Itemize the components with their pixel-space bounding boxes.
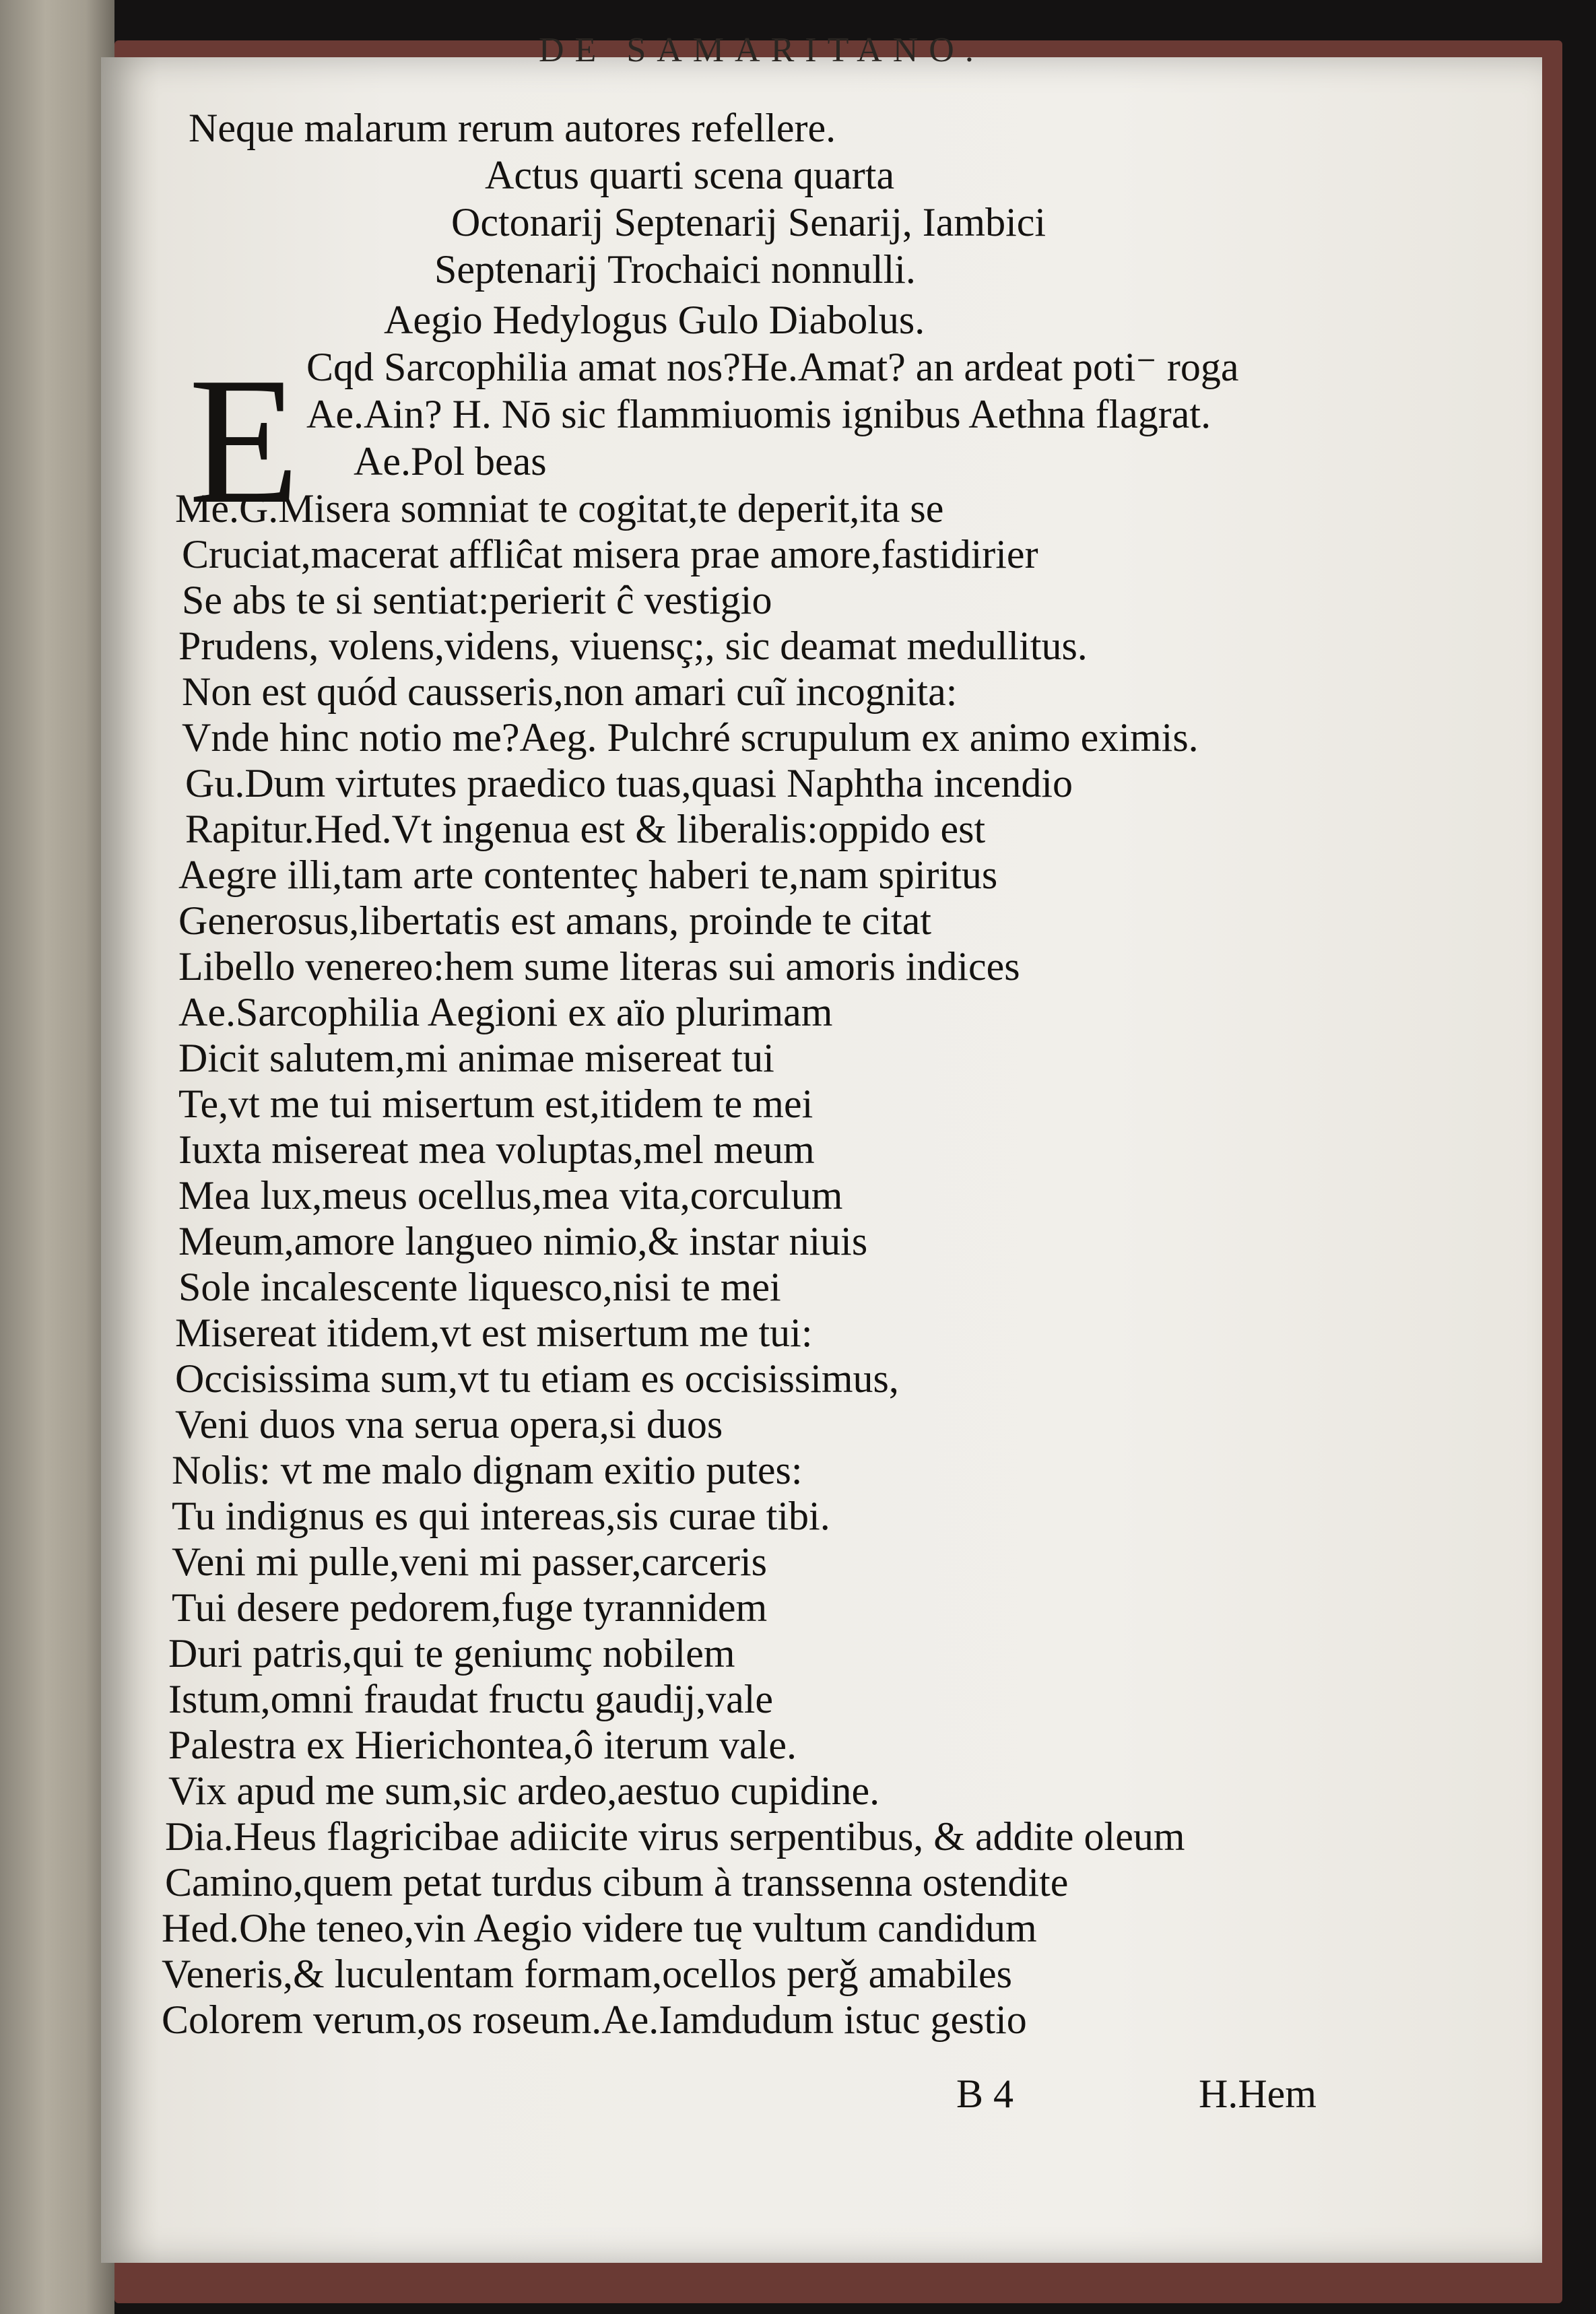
character-list: Aegio Hedylogus Gulo Diabolus. bbox=[384, 298, 925, 342]
text-line: Ae.Pol beas bbox=[354, 439, 547, 484]
text-line: Hed.Ohe teneo,vin Aegio videre tuę vultum candidum bbox=[162, 1906, 1037, 1950]
text-line: Veneris,& luculentam formam,ocellos perǧ amabiles bbox=[162, 1952, 1012, 1996]
text-line: Vnde hinc notio me?Aeg. Pulchré scrupulum ex animo eximis. bbox=[182, 715, 1199, 760]
text-line: Meum,amore langueo nimio,& instar niuis bbox=[178, 1219, 868, 1263]
text-line: Veni duos vna serua opera,si duos bbox=[175, 1402, 723, 1447]
scene-heading: Actus quarti scena quarta bbox=[485, 153, 895, 197]
text-line: Non est quód causseris,non amari cuĩ incognita: bbox=[182, 669, 958, 714]
text-line: Gu.Dum virtutes praedico tuas,quasi Naphtha incendio bbox=[185, 761, 1073, 805]
text-line: Aegre illi,tam arte contenteç haberi te,nam spiritus bbox=[178, 853, 998, 897]
meter-line: Septenarij Trochaici nonnulli. bbox=[434, 247, 916, 292]
text-line: Te,vt me tui misertum est,itidem te mei bbox=[178, 1082, 813, 1126]
text-line: Neque malarum rerum autores refellere. bbox=[189, 106, 836, 150]
text-line: Libello venereo:hem sume literas sui amoris indices bbox=[178, 944, 1020, 989]
text-line: Se abs te si sentiat:perierit ĉ vestigio bbox=[182, 578, 772, 622]
text-line: Prudens, volens,videns, viuensç;, sic deamat medullitus. bbox=[178, 624, 1088, 668]
text-line: Vix apud me sum,sic ardeo,aestuo cupidine. bbox=[168, 1768, 880, 1813]
text-line: Cruciat,macerat affliĉat misera prae amore,fastidirier bbox=[182, 532, 1038, 576]
text-line: Palestra ex Hierichontea,ô iterum vale. bbox=[168, 1723, 797, 1767]
text-line: Duri patris,qui te geniumç nobilem bbox=[168, 1631, 735, 1676]
text-line: Generosus,libertatis est amans, proinde te citat bbox=[178, 898, 931, 943]
text-line: Veni mi pulle,veni mi passer,carceris bbox=[172, 1540, 767, 1584]
text-line: Me.G.Misera somniat te cogitat,te deperit,ita se bbox=[175, 486, 944, 531]
decorated-initial: E bbox=[189, 340, 300, 541]
book-page bbox=[101, 31, 1542, 2263]
catchword: H.Hem bbox=[1199, 2072, 1317, 2116]
signature-mark: B 4 bbox=[956, 2072, 1014, 2116]
text-line: Tui desere pedorem,fuge tyrannidem bbox=[172, 1585, 768, 1630]
text-line: Rapitur.Hed.Vt ingenua est & liberalis:oppido est bbox=[185, 807, 986, 851]
text-line: Iuxta misereat mea voluptas,mel meum bbox=[178, 1127, 815, 1172]
text-line: Cqd Sarcophilia amat nos?He.Amat? an ardeat poti⁻ roga bbox=[306, 345, 1239, 389]
text-line: Nolis: vt me malo dignam exitio putes: bbox=[172, 1448, 803, 1492]
text-line: Ae.Sarcophilia Aegioni ex aïo plurimam bbox=[178, 990, 833, 1034]
text-line: Tu indignus es qui intereas,sis curae tibi. bbox=[172, 1494, 830, 1538]
text-line: Ae.Ain? H. Nō sic flammiuomis ignibus Aethna flagrat. bbox=[306, 392, 1211, 436]
text-line: Sole incalescente liquesco,nisi te mei bbox=[178, 1265, 781, 1309]
text-line: Dicit salutem,mi animae misereat tui bbox=[178, 1036, 774, 1080]
text-line: Colorem verum,os roseum.Ae.Iamdudum istuc gestio bbox=[162, 1997, 1027, 2042]
text-line: Occisissima sum,vt tu etiam es occisissimus, bbox=[175, 1356, 899, 1401]
text-line: Mea lux,meus ocellus,mea vita,corculum bbox=[178, 1173, 843, 1218]
text-line: Istum,omni fraudat fructu gaudij,vale bbox=[168, 1677, 774, 1721]
facing-page-edge bbox=[0, 0, 114, 2314]
text-line: Camino,quem petat turdus cibum à transsenna ostendite bbox=[165, 1860, 1069, 1905]
text-line: Dia.Heus flagricibae adiicite virus serpentibus, & addite oleum bbox=[165, 1814, 1185, 1859]
running-head: DE SAMARITANO. bbox=[539, 31, 985, 69]
meter-line: Octonarij Septenarij Senarij, Iambici bbox=[451, 200, 1046, 244]
text-line: Misereat itidem,vt est misertum me tui: bbox=[175, 1311, 813, 1355]
